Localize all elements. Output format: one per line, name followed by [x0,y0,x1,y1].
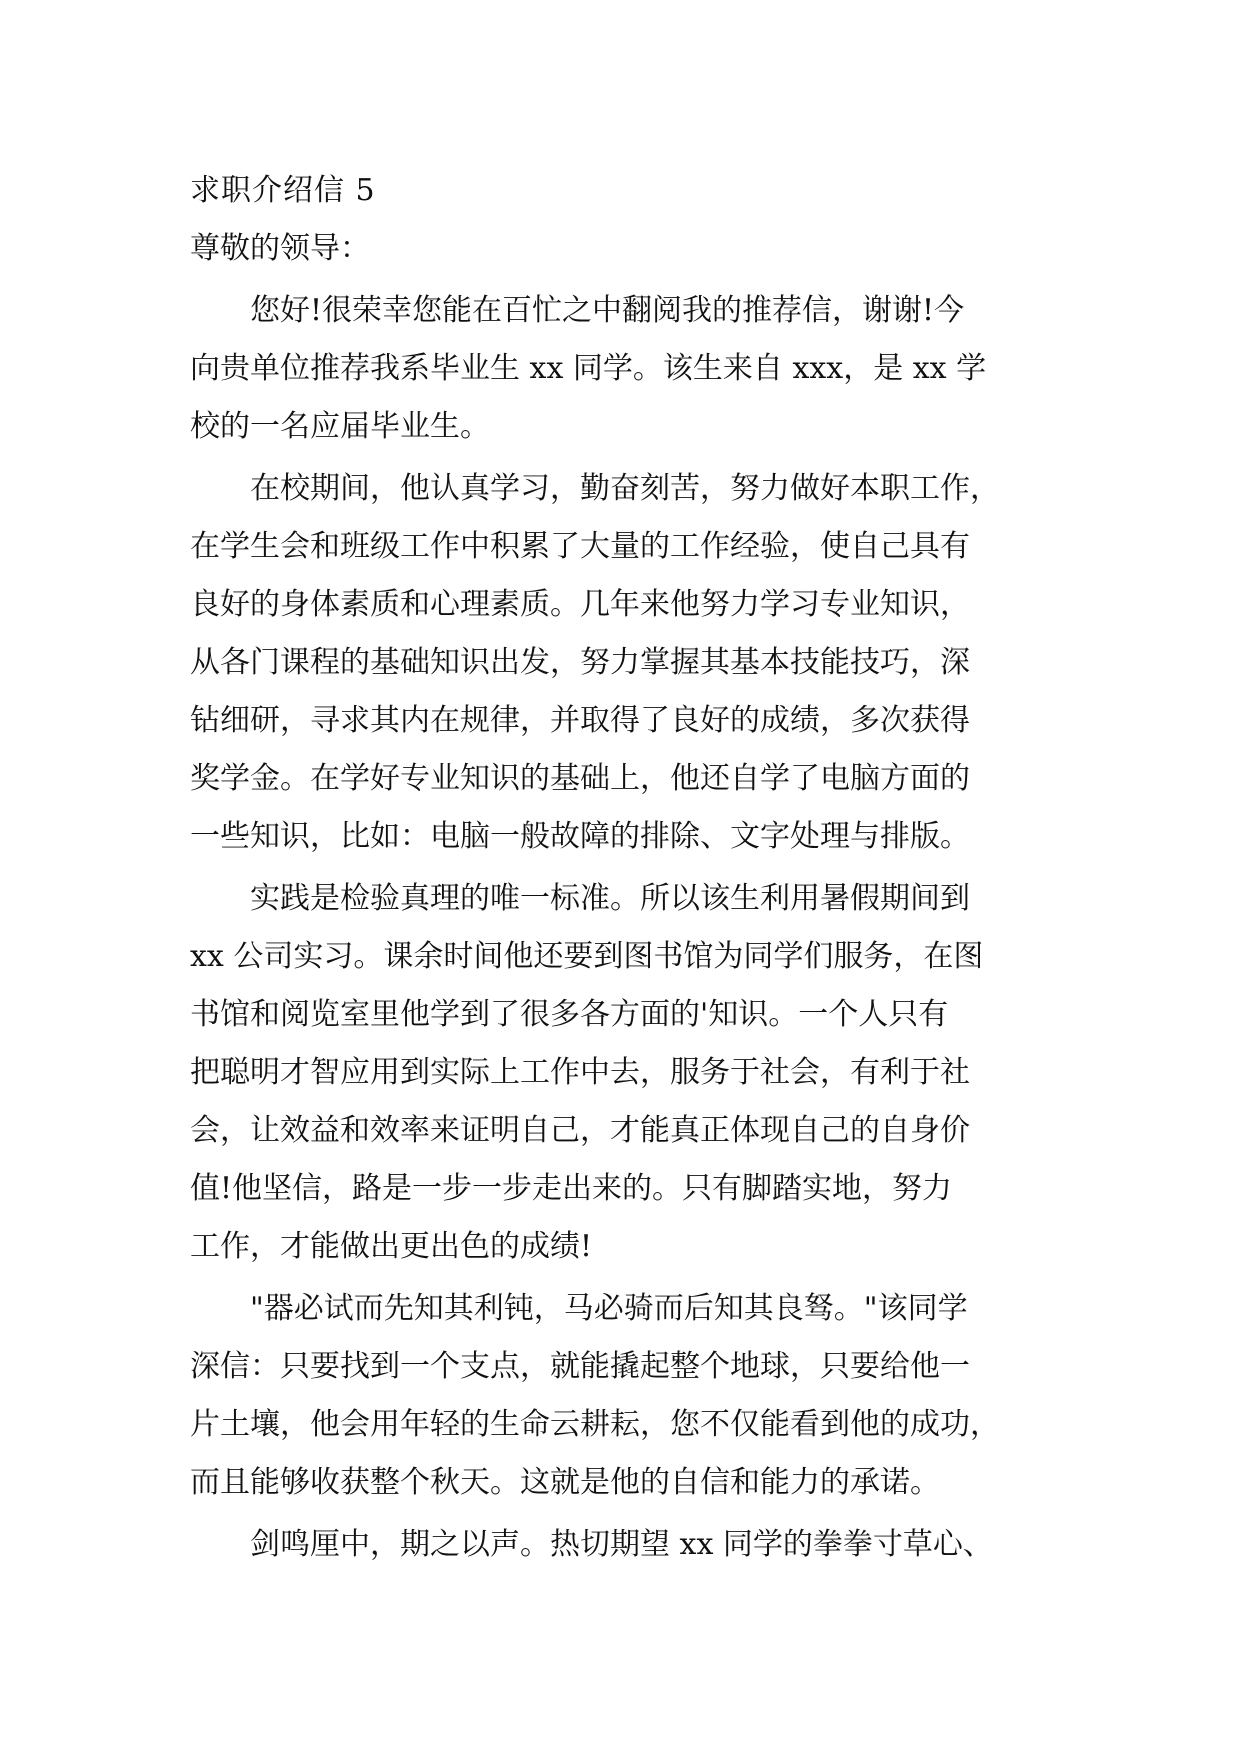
paragraph-greeting [190,282,1060,456]
salutation: 尊敬的领导： [190,231,370,266]
paragraph-school-performance [190,460,1060,866]
paragraph-line: 向贵单位推荐我系毕业生 xx 同学。该生来自 xxx，是 xx 学 [190,351,987,386]
paragraph-closing [190,1516,1060,1574]
paragraph-line: 实践是检验真理的唯一标准。所以该生利用暑假期间到 [250,881,970,916]
paragraph-line: 剑鸣厘中，期之以声。热切期望 xx 同学的拳拳寸草心、 [250,1527,993,1562]
paragraph-quotation [190,1280,1060,1512]
paragraph-practice [190,870,1060,1276]
paragraph-line: 片土壤，他会用年轻的生命云耕耘，您不仅能看到他的成功， [190,1407,1000,1442]
paragraph-line: 奖学金。在学好专业知识的基础上，他还自学了电脑方面的 [190,761,970,796]
paragraph-line: 在校期间，他认真学习，勤奋刻苦，努力做好本职工作， [250,471,1000,506]
paragraph-line: 钻细研，寻求其内在规律，并取得了良好的成绩，多次获得 [190,703,970,738]
paragraph-line: 值!他坚信，路是一步一步走出来的。只有脚踏实地，努力 [190,1171,953,1206]
letter-title: 求职介绍信 5 [190,173,376,208]
paragraph-line: 您好!很荣幸您能在百忙之中翻阅我的推荐信，谢谢!今 [250,293,965,328]
letter-body [190,162,1060,1574]
paragraph-line: 会，让效益和效率来证明自己，才能真正体现自己的自身价 [190,1113,970,1148]
paragraph-line: 从各门课程的基础知识出发，努力掌握其基本技能技巧，深 [190,645,970,680]
paragraph-line: 校的一名应届毕业生。 [190,409,490,444]
paragraph-line: 工作，才能做出更出色的成绩! [190,1229,593,1264]
paragraph-line: 把聪明才智应用到实际上工作中去，服务于社会，有利于社 [190,1055,970,1090]
paragraph-line: 在学生会和班级工作中积累了大量的工作经验，使自己具有 [190,529,970,564]
paragraph-line: 深信：只要找到一个支点，就能撬起整个地球，只要给他一 [190,1349,970,1384]
paragraph-line: 一些知识，比如：电脑一般故障的排除、文字处理与排版。 [190,819,970,854]
paragraph-line: 书馆和阅览室里他学到了很多各方面的'知识。一个人只有 [190,997,949,1032]
paragraph-line: 良好的身体素质和心理素质。几年来他努力学习专业知识， [190,587,970,622]
paragraph-line: 而且能够收获整个秋天。这就是他的自信和能力的承诺。 [190,1465,940,1500]
paragraph-line: "器必试而先知其利钝，马必骑而后知其良驽。"该同学 [250,1291,968,1326]
paragraph-line: xx 公司实习。课余时间他还要到图书馆为同学们服务，在图 [190,939,984,974]
